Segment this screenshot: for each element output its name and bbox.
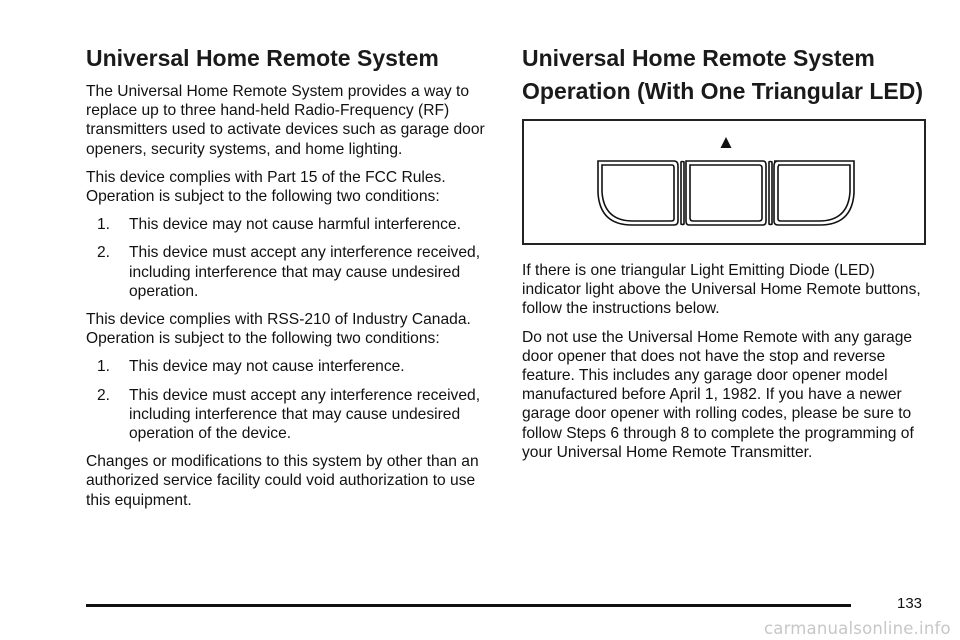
footer-rule <box>86 604 851 607</box>
modifications-paragraph: Changes or modifications to this system by other than an authorized service facility could void authorization to use this equipment. <box>86 453 479 509</box>
list-item: 1. This device may not cause harmful interference. <box>97 216 461 234</box>
left-column <box>86 42 486 510</box>
section-title: Universal Home Remote System <box>86 45 439 71</box>
watermark <box>764 617 960 640</box>
remote-buttons-svg <box>524 121 928 247</box>
remote-button-outlines <box>598 161 854 225</box>
led-instructions-paragraph: If there is one triangular Light Emitting Diode (LED) indicator light above the Universal Home Remote buttons, follow the instructions below. <box>522 262 921 318</box>
fcc-paragraph: This device complies with Part 15 of the FCC Rules. Operation is subject to the following two conditions: <box>86 168 446 206</box>
fcc-conditions-list <box>86 215 486 301</box>
safety-warning-paragraph: Do not use the Universal Home Remote with any garage door opener that does not have the stop and reverse feature. This includes any garage door opener model manufactured before April 1, 1982. If you have a newer garage door opener with rolling codes, please be sure to follow Steps 6 through 8 to complete the programming of your Universal Home Remote Transmitter. <box>522 328 914 461</box>
remote-button-middle <box>686 161 766 225</box>
triangle-led-icon <box>721 137 732 148</box>
watermark-text: carmanualsonline.info <box>764 619 951 638</box>
list-item: 1. This device may not cause interference. <box>97 358 405 376</box>
list-item: 2. This device must accept any interference received, including interference that may cause undesired operation. <box>97 244 481 300</box>
list-item: 2. This device must accept any interference received, including interference that may cause undesired operation of the device. <box>97 386 481 443</box>
intro-paragraph: The Universal Home Remote System provides a way to replace up to three hand-held Radio-Frequency (RF) transmitters used to activate devices such as garage door openers, security systems, and home lighting. <box>86 83 485 158</box>
industry-canada-paragraph: This device complies with RSS-210 of Industry Canada. Operation is subject to the following two conditions: <box>86 311 471 348</box>
ic-conditions-list <box>86 357 486 443</box>
remote-button-right <box>774 161 854 225</box>
remote-button-left <box>598 161 678 225</box>
right-column <box>522 42 932 462</box>
remote-buttons-illustration <box>522 119 926 245</box>
section-title-operation: Universal Home Remote System Operation (With One Triangular LED) <box>522 45 924 104</box>
page-number: 133 <box>897 595 923 612</box>
